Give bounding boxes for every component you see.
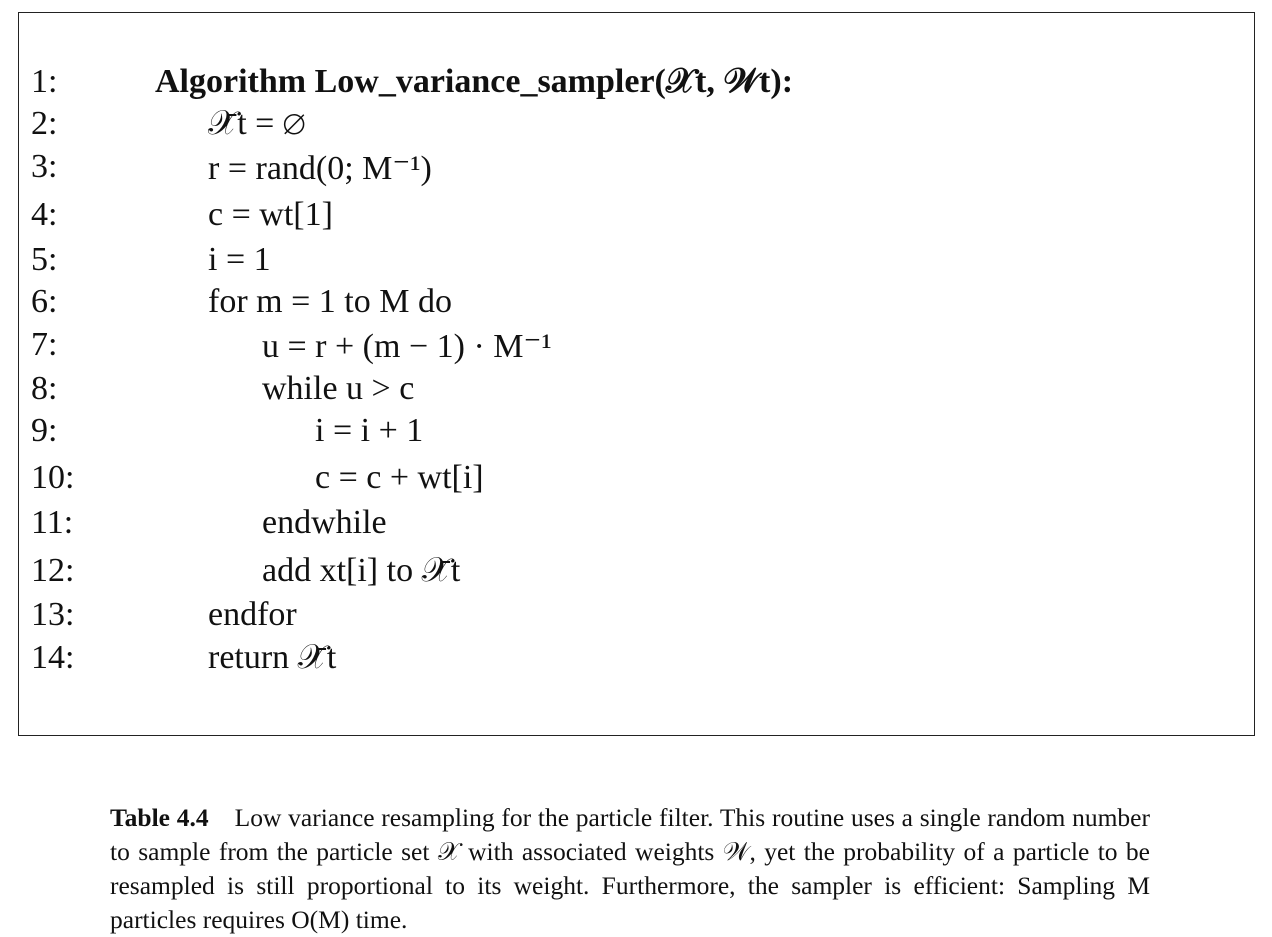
line-number: 9: bbox=[31, 412, 58, 449]
caption-label: Table 4.4 bbox=[110, 803, 209, 832]
line-code: c = wt[1] bbox=[208, 196, 333, 233]
algorithm-line bbox=[19, 283, 1254, 327]
algorithm-line bbox=[19, 370, 1254, 414]
line-code: while u > c bbox=[262, 370, 415, 407]
line-number: 8: bbox=[31, 370, 58, 407]
line-code: r = rand(0; M⁻¹) bbox=[208, 150, 432, 187]
algorithm-line bbox=[19, 241, 1254, 285]
line-code: for m = 1 to M do bbox=[208, 283, 452, 320]
line-number: 14: bbox=[31, 639, 75, 676]
line-code: i = 1 bbox=[208, 241, 271, 278]
line-number: 1: bbox=[31, 63, 58, 100]
algorithm-line bbox=[19, 196, 1254, 240]
caption-text: Low variance resampling for the particle filter. This routine uses a single random number to sample from the particle set 𝒳 with associated weights 𝒲, yet the probability of a particle to be resampled is still proportional to its weight. Furthermore, the sampler is efficient: Sampling M particles requires O(M) time. bbox=[110, 803, 1150, 934]
algorithm-line bbox=[19, 148, 1254, 192]
algorithm-line bbox=[19, 105, 1254, 149]
algorithm-line bbox=[19, 504, 1254, 548]
algorithm-line bbox=[19, 326, 1254, 370]
algorithm-line bbox=[19, 552, 1254, 596]
line-code: 𝒳̄t = ∅ bbox=[208, 105, 306, 142]
line-code: endwhile bbox=[262, 504, 387, 541]
line-number: 7: bbox=[31, 326, 58, 363]
table-caption bbox=[110, 801, 1150, 937]
line-number: 2: bbox=[31, 105, 58, 142]
algorithm-line bbox=[19, 459, 1254, 503]
line-number: 11: bbox=[31, 504, 74, 541]
line-code: u = r + (m − 1) · M⁻¹ bbox=[262, 328, 552, 365]
line-number: 3: bbox=[31, 148, 58, 185]
line-number: 12: bbox=[31, 552, 75, 589]
line-number: 13: bbox=[31, 596, 75, 633]
line-number: 6: bbox=[31, 283, 58, 320]
algorithm-box bbox=[18, 12, 1255, 736]
line-code: return 𝒳̄t bbox=[208, 639, 337, 676]
algorithm-line bbox=[19, 596, 1254, 640]
line-code: endfor bbox=[208, 596, 297, 633]
line-code: i = i + 1 bbox=[315, 412, 424, 449]
line-code: add xt[i] to 𝒳̄t bbox=[262, 552, 461, 589]
algorithm-line bbox=[19, 412, 1254, 456]
line-number: 10: bbox=[31, 459, 75, 496]
line-number: 4: bbox=[31, 196, 58, 233]
line-number: 5: bbox=[31, 241, 58, 278]
line-code: c = c + wt[i] bbox=[315, 459, 484, 496]
algorithm-line bbox=[19, 639, 1254, 683]
line-code: Algorithm Low_variance_sampler(𝒳t, 𝒲t): bbox=[155, 63, 794, 100]
algorithm-line bbox=[19, 63, 1254, 107]
